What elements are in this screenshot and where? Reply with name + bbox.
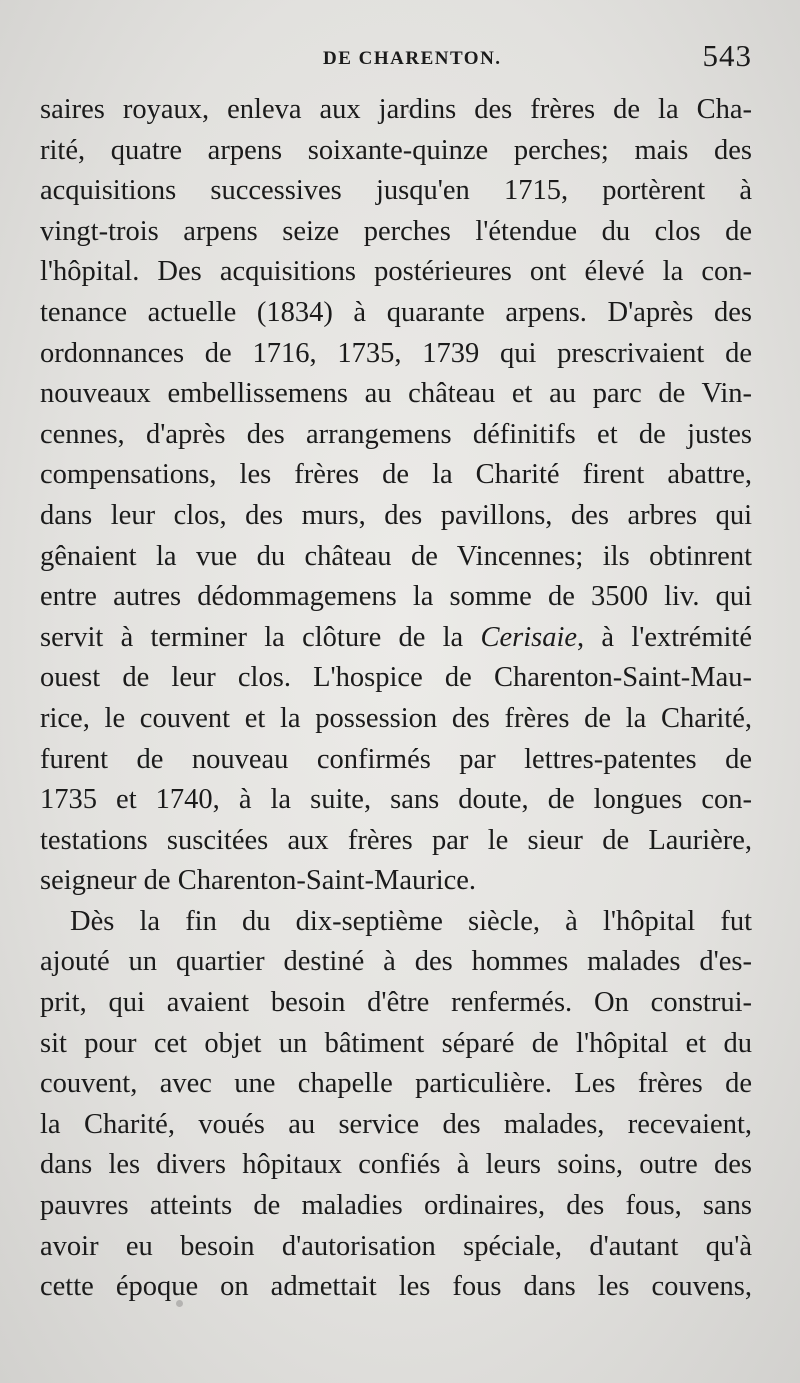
text-line: saires royaux, enleva aux jardins des frères de la Cha- bbox=[40, 94, 752, 125]
text-line: dans les divers hôpitaux confiés à leurs soins, outre des bbox=[40, 1149, 752, 1181]
paragraph-first-line: Dès la fin du dix-septième siècle, à l'hôpital fut bbox=[70, 905, 752, 937]
text-line: cette époque on admettait les fous dans les couvens, bbox=[40, 1271, 752, 1303]
paper-speck bbox=[176, 1300, 183, 1307]
text-line: ouest de leur clos. L'hospice de Charenton-Saint-Mau- bbox=[40, 662, 752, 694]
text-line: prit, qui avaient besoin d'être renfermés. On construi- bbox=[40, 987, 752, 1019]
text-line: pauvres atteints de maladies ordinaires, des fous, sans bbox=[40, 1190, 752, 1222]
text-line: l'hôpital. Des acquisitions postérieures ont élevé la con- bbox=[40, 256, 752, 288]
text-line: sit pour cet objet un bâtiment séparé de l'hôpital et du bbox=[40, 1027, 752, 1059]
text-line: dans leur clos, des murs, des pavillons, des arbres qui bbox=[40, 499, 752, 531]
body-text bbox=[40, 90, 752, 1308]
text-line: acquisitions successives jusqu'en 1715, portèrent à bbox=[40, 175, 752, 207]
text-line-with-italic bbox=[40, 618, 752, 659]
running-title: DE CHARENTON. bbox=[323, 48, 502, 69]
text-line: ajouté un quartier destiné à des hommes malades d'es- bbox=[40, 946, 752, 978]
text-line: vingt-trois arpens seize perches l'étendue du clos de bbox=[40, 215, 752, 247]
text-line: rice, le couvent et la possession des frères de la Charité, bbox=[40, 702, 752, 734]
text-line: tenance actuelle (1834) à quarante arpens. D'après des bbox=[40, 296, 752, 328]
text-line: 1735 et 1740, à la suite, sans doute, de longues con- bbox=[40, 784, 752, 816]
text-line: testations suscitées aux frères par le sieur de Laurière, bbox=[40, 824, 752, 856]
text-line: cennes, d'après des arrangemens définitifs et de justes bbox=[40, 418, 752, 450]
text-line: gênaient la vue du château de Vincennes; ils obtinrent bbox=[40, 540, 752, 572]
text-line: avoir eu besoin d'autorisation spéciale, d'autant qu'à bbox=[40, 1230, 752, 1262]
text-line: furent de nouveau confirmés par lettres-patentes de bbox=[40, 743, 752, 775]
text-line: rité, quatre arpens soixante-quinze perches; mais des bbox=[40, 134, 752, 166]
page-header bbox=[40, 38, 752, 82]
paragraph-last-line: seigneur de Charenton-Saint-Maurice. bbox=[40, 865, 477, 897]
text-line: ordonnances de 1716, 1735, 1739 qui prescrivaient de bbox=[40, 337, 752, 369]
text-line: la Charité, voués au service des malades, recevaient, bbox=[40, 1108, 752, 1140]
paper-speck bbox=[408, 110, 411, 113]
text-line-start: servit à terminer la clôture de la bbox=[40, 621, 481, 653]
text-line: nouveaux embellissemens au château et au parc de Vin- bbox=[40, 378, 752, 410]
italic-place-name: Cerisaie bbox=[480, 621, 578, 653]
text-line: couvent, avec une chapelle particulière. Les frères de bbox=[40, 1068, 752, 1100]
text-line: entre autres dédommagemens la somme de 3500 liv. qui bbox=[40, 581, 752, 613]
text-line-end: , à l'extrémité bbox=[577, 621, 752, 653]
text-line: compensations, les frères de la Charité firent abattre, bbox=[40, 459, 752, 491]
paper-speck bbox=[612, 760, 615, 763]
page-number: 543 bbox=[702, 38, 752, 73]
